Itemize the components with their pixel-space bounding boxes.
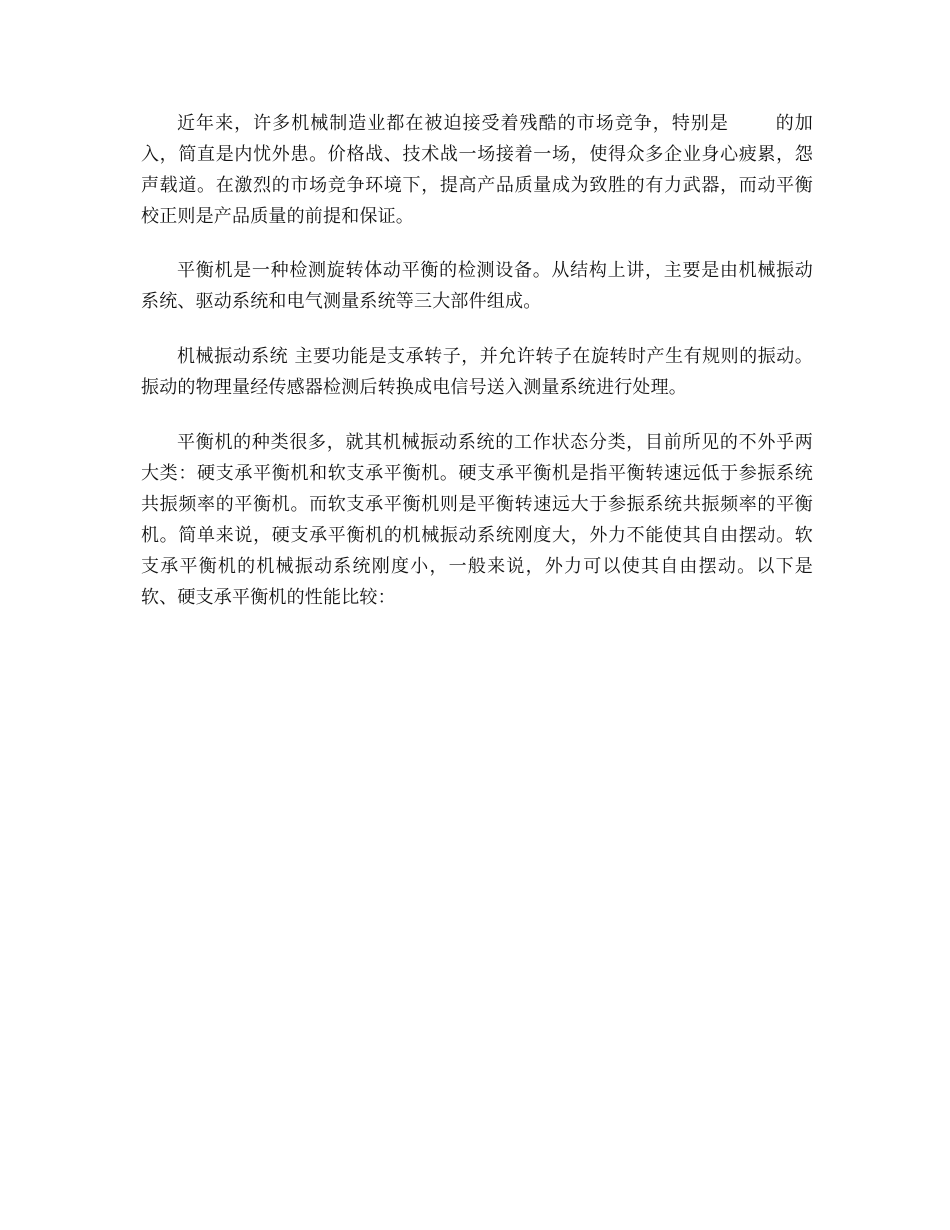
paragraph-vibration-system: 机械振动系统 主要功能是支承转子，并允许转子在旋转时产生有规则的振动。振动的物理量经传感器检测后转换成电信号送入测量系统进行处理。 <box>141 346 813 398</box>
paragraph-balancer-definition: 平衡机是一种检测旋转体动平衡的检测设备。从结构上讲，主要是由机械振动系统、驱动系统和电气测量系统等三大部件组成。 <box>141 260 813 312</box>
paragraph-intro <box>141 108 813 232</box>
document-content <box>141 108 813 637</box>
paragraph-intro-part2: 的加入，简直是内忧外患。价格战、技术战一场接着一场，使得众多企业身心疲累，怨声载道。在激烈的市场竞争环境下，提高产品质量成为致胜的有力武器，而动平衡校正则是产品质量的前提和保证。 <box>141 113 814 227</box>
paragraph-balancer-types: 平衡机的种类很多，就其机械振动系统的工作状态分类，目前所见的不外乎两大类：硬支承平衡机和软支承平衡机。硬支承平衡机是指平衡转速远低于参振系统共振频率的平衡机。而软支承平衡机则是平衡转速远大于参振系统共振频率的平衡机。简单来说，硬支承平衡机的机械振动系统刚度大，外力不能使其自由摆动。软支承平衡机的机械振动系统刚度小，一般来说，外力可以使其自由摆动。以下是软、硬支承平衡机的性能比较： <box>141 432 813 608</box>
paragraph-intro-part1: 近年来，许多机械制造业都在被迫接受着残酷的市场竞争，特别是 <box>177 113 729 134</box>
